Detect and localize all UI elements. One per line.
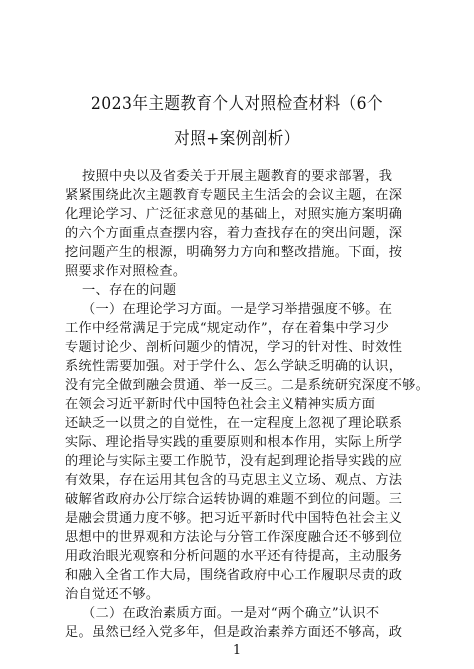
paragraph-theory-line: 破解省政府办公厅综合运转协调的难题不到位的问题。三 bbox=[65, 492, 403, 507]
paragraph-theory-line: 系统性需要加强。对于学什么、怎么学缺乏明确的认识， bbox=[65, 359, 403, 374]
paragraph-theory-line: 在领会习近平新时代中国特色社会主义精神实质方面 bbox=[65, 397, 376, 412]
page-number: 1 bbox=[232, 643, 242, 658]
document-title-line-2: 对照+案例剖析） bbox=[174, 129, 300, 149]
paragraph-theory-line: 工作中经常满足于完成“规定动作”，存在着集中学习少 bbox=[65, 321, 390, 336]
paragraph-theory-line: 是融会贯通力度不够。把习近平新时代中国特色社会主义 bbox=[65, 511, 403, 526]
paragraph-theory-line: 专题讨论少、剖析问题少的情况，学习的针对性、时效性 bbox=[65, 340, 403, 355]
paragraph-theory-line: 实际、理论指导实践的重要原则和根本作用，实际上所学 bbox=[65, 435, 403, 450]
paragraph-theory-line: 治自觉还不够。 bbox=[65, 587, 160, 602]
paragraph-intro-line: 紧紧围绕此次主题教育专题民主生活会的会议主题，在深 bbox=[65, 188, 403, 203]
paragraph-intro-line: 的六个方面重点查摆内容，着力查找存在的突出问题，深 bbox=[65, 226, 403, 241]
paragraph-intro-line: 照要求作对照检查。 bbox=[65, 264, 187, 279]
paragraph-intro-line: 化理论学习、广泛征求意见的基础上，对照实施方案明确 bbox=[65, 207, 403, 222]
paragraph-intro-line: 挖问题产生的根源，明确努力方向和整改措施。下面，按 bbox=[65, 245, 403, 260]
paragraph-politics-line: 足。虽然已经入党多年，但是政治素养方面还不够高，政 bbox=[65, 625, 403, 640]
paragraph-theory-line: 没有完全做到融会贯通、举一反三。二是系统研究深度不够。 bbox=[65, 378, 430, 393]
paragraph-theory-line: 思想中的世界观和方法论与分管工作深度融合还不够到位 bbox=[65, 530, 403, 545]
section-heading: 一、存在的问题 bbox=[82, 283, 177, 298]
paragraph-theory-line: 有效果，存在运用其包含的马克思主义立场、观点、方法 bbox=[65, 473, 403, 488]
document-title-line-1: 2023年主题教育个人对照检查材料（6个 bbox=[90, 94, 384, 114]
paragraph-intro-line: 按照中央以及省委关于开展主题教育的要求部署，我 bbox=[82, 169, 393, 184]
paragraph-theory-line: 的理论与实际主要工作脱节，没有起到理论指导实践的应 bbox=[65, 454, 403, 469]
paragraph-theory-line: 还缺乏一以贯之的自觉性，在一定程度上忽视了理论联系 bbox=[65, 416, 403, 431]
paragraph-theory-line: 用政治眼光观察和分析问题的水平还有待提高，主动服务 bbox=[65, 549, 403, 564]
paragraph-politics-line: （二）在政治素质方面。一是对“两个确立”认识不 bbox=[82, 606, 380, 621]
paragraph-theory-line: （一）在理论学习方面。一是学习举措强度不够。在 bbox=[82, 302, 393, 317]
paragraph-theory-line: 和融入全省工作大局，围绕省政府中心工作履职尽责的政 bbox=[65, 568, 403, 583]
